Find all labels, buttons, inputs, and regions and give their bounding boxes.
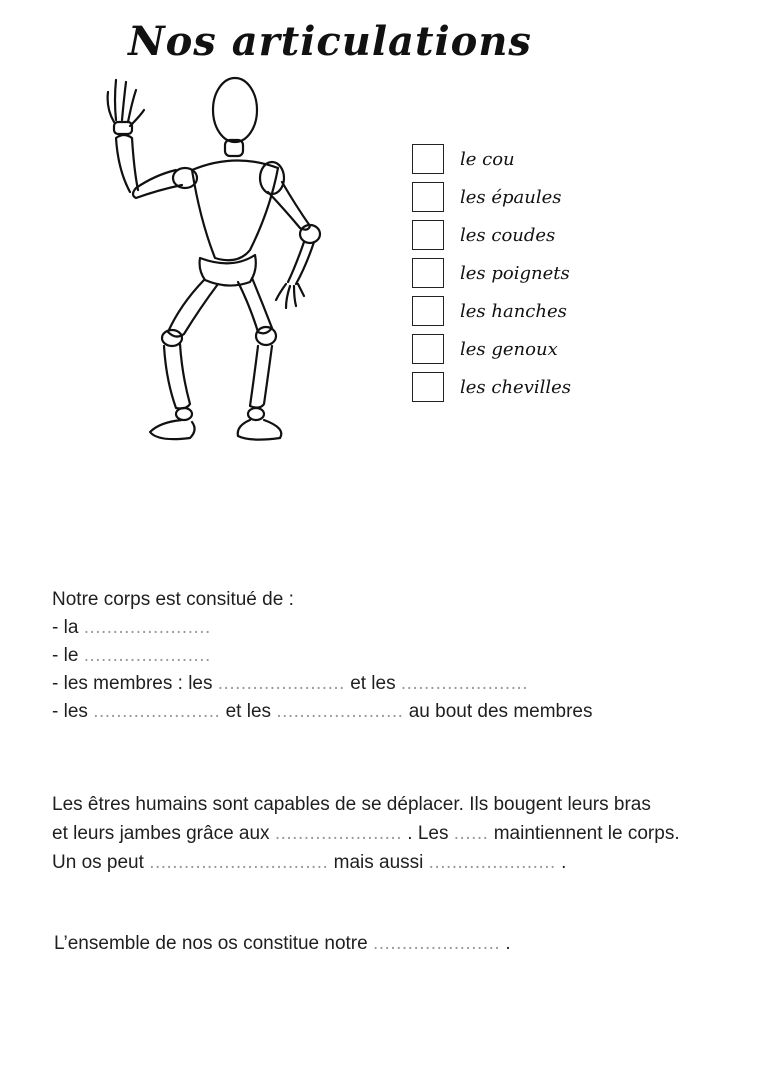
checklist-label: les poignets xyxy=(460,262,570,284)
right-thigh-shape xyxy=(238,278,272,333)
checklist-item[interactable] xyxy=(412,330,571,368)
left-thigh-shape xyxy=(168,280,218,337)
checklist-item[interactable] xyxy=(412,178,571,216)
checklist-item[interactable] xyxy=(412,140,571,178)
head-shape xyxy=(213,78,257,142)
movement-section xyxy=(52,790,680,877)
checkbox[interactable] xyxy=(412,182,444,212)
checklist-label: les chevilles xyxy=(460,376,572,398)
right-shin-shape xyxy=(250,346,272,408)
torso-shape xyxy=(192,160,278,260)
right-forearm-shape xyxy=(288,242,314,284)
right-knee-shape xyxy=(256,327,276,345)
checklist-label: les genoux xyxy=(460,338,558,360)
fill-blank[interactable]: ...................... xyxy=(373,933,501,954)
right-hand-shape xyxy=(276,284,304,308)
section2-line: Les êtres humains sont capables de se déplacer. Ils bougent leurs bras xyxy=(52,794,651,815)
left-shin-shape xyxy=(164,344,190,409)
left-ankle-shape xyxy=(176,408,192,420)
checklist-item[interactable] xyxy=(412,216,571,254)
fill-blank[interactable]: ...................... xyxy=(83,617,211,638)
fill-blank[interactable]: ...................... xyxy=(274,823,402,844)
checklist-item[interactable] xyxy=(412,292,571,330)
fill-blank[interactable]: ...................... xyxy=(276,701,404,722)
section1-line: - les ...................... et les ...................... au bout des membres xyxy=(52,701,593,722)
fill-blank[interactable]: ...... xyxy=(453,823,489,844)
section1-line: - la ...................... xyxy=(52,617,211,638)
right-ankle-shape xyxy=(248,408,264,420)
right-foot-shape xyxy=(238,420,282,440)
checklist-label: les épaules xyxy=(460,186,562,208)
checkbox[interactable] xyxy=(412,296,444,326)
skeleton-section: L’ensemble de nos os constitue notre ...................... . xyxy=(54,933,511,954)
left-foot-shape xyxy=(150,420,195,439)
left-hand-shape xyxy=(108,80,144,126)
fill-blank[interactable]: ............................... xyxy=(149,852,329,873)
joints-checklist xyxy=(412,140,571,406)
fill-blank[interactable]: ...................... xyxy=(93,701,221,722)
checkbox[interactable] xyxy=(412,258,444,288)
fill-blank[interactable]: ...................... xyxy=(428,852,556,873)
checklist-label: les coudes xyxy=(460,224,556,246)
body-composition-section xyxy=(52,586,593,726)
page-title: Nos articulations xyxy=(128,18,532,65)
fill-blank[interactable]: ...................... xyxy=(400,673,529,694)
section2-line: Un os peut ............................... mais aussi ...................... . xyxy=(52,852,567,873)
section2-line: et leurs jambes grâce aux ...................... . Les ...... maintiennent le corps. xyxy=(52,823,680,844)
section1-intro: Notre corps est consitué de : xyxy=(52,589,294,610)
checkbox[interactable] xyxy=(412,144,444,174)
checklist-label: le cou xyxy=(460,148,515,170)
fill-blank[interactable]: ...................... xyxy=(83,645,211,666)
left-wrist-shape xyxy=(114,122,132,134)
checklist-item[interactable] xyxy=(412,368,571,406)
checkbox[interactable] xyxy=(412,334,444,364)
checkbox[interactable] xyxy=(412,372,444,402)
section1-line: - les membres : les ...................... et les ...................... xyxy=(52,673,529,694)
section1-line: - le ...................... xyxy=(52,645,211,666)
checkbox[interactable] xyxy=(412,220,444,250)
left-forearm-shape xyxy=(116,135,138,192)
checklist-label: les hanches xyxy=(460,300,567,322)
fill-blank[interactable]: ...................... xyxy=(217,673,345,694)
mannequin-figure-illustration xyxy=(100,70,330,450)
checklist-item[interactable] xyxy=(412,254,571,292)
